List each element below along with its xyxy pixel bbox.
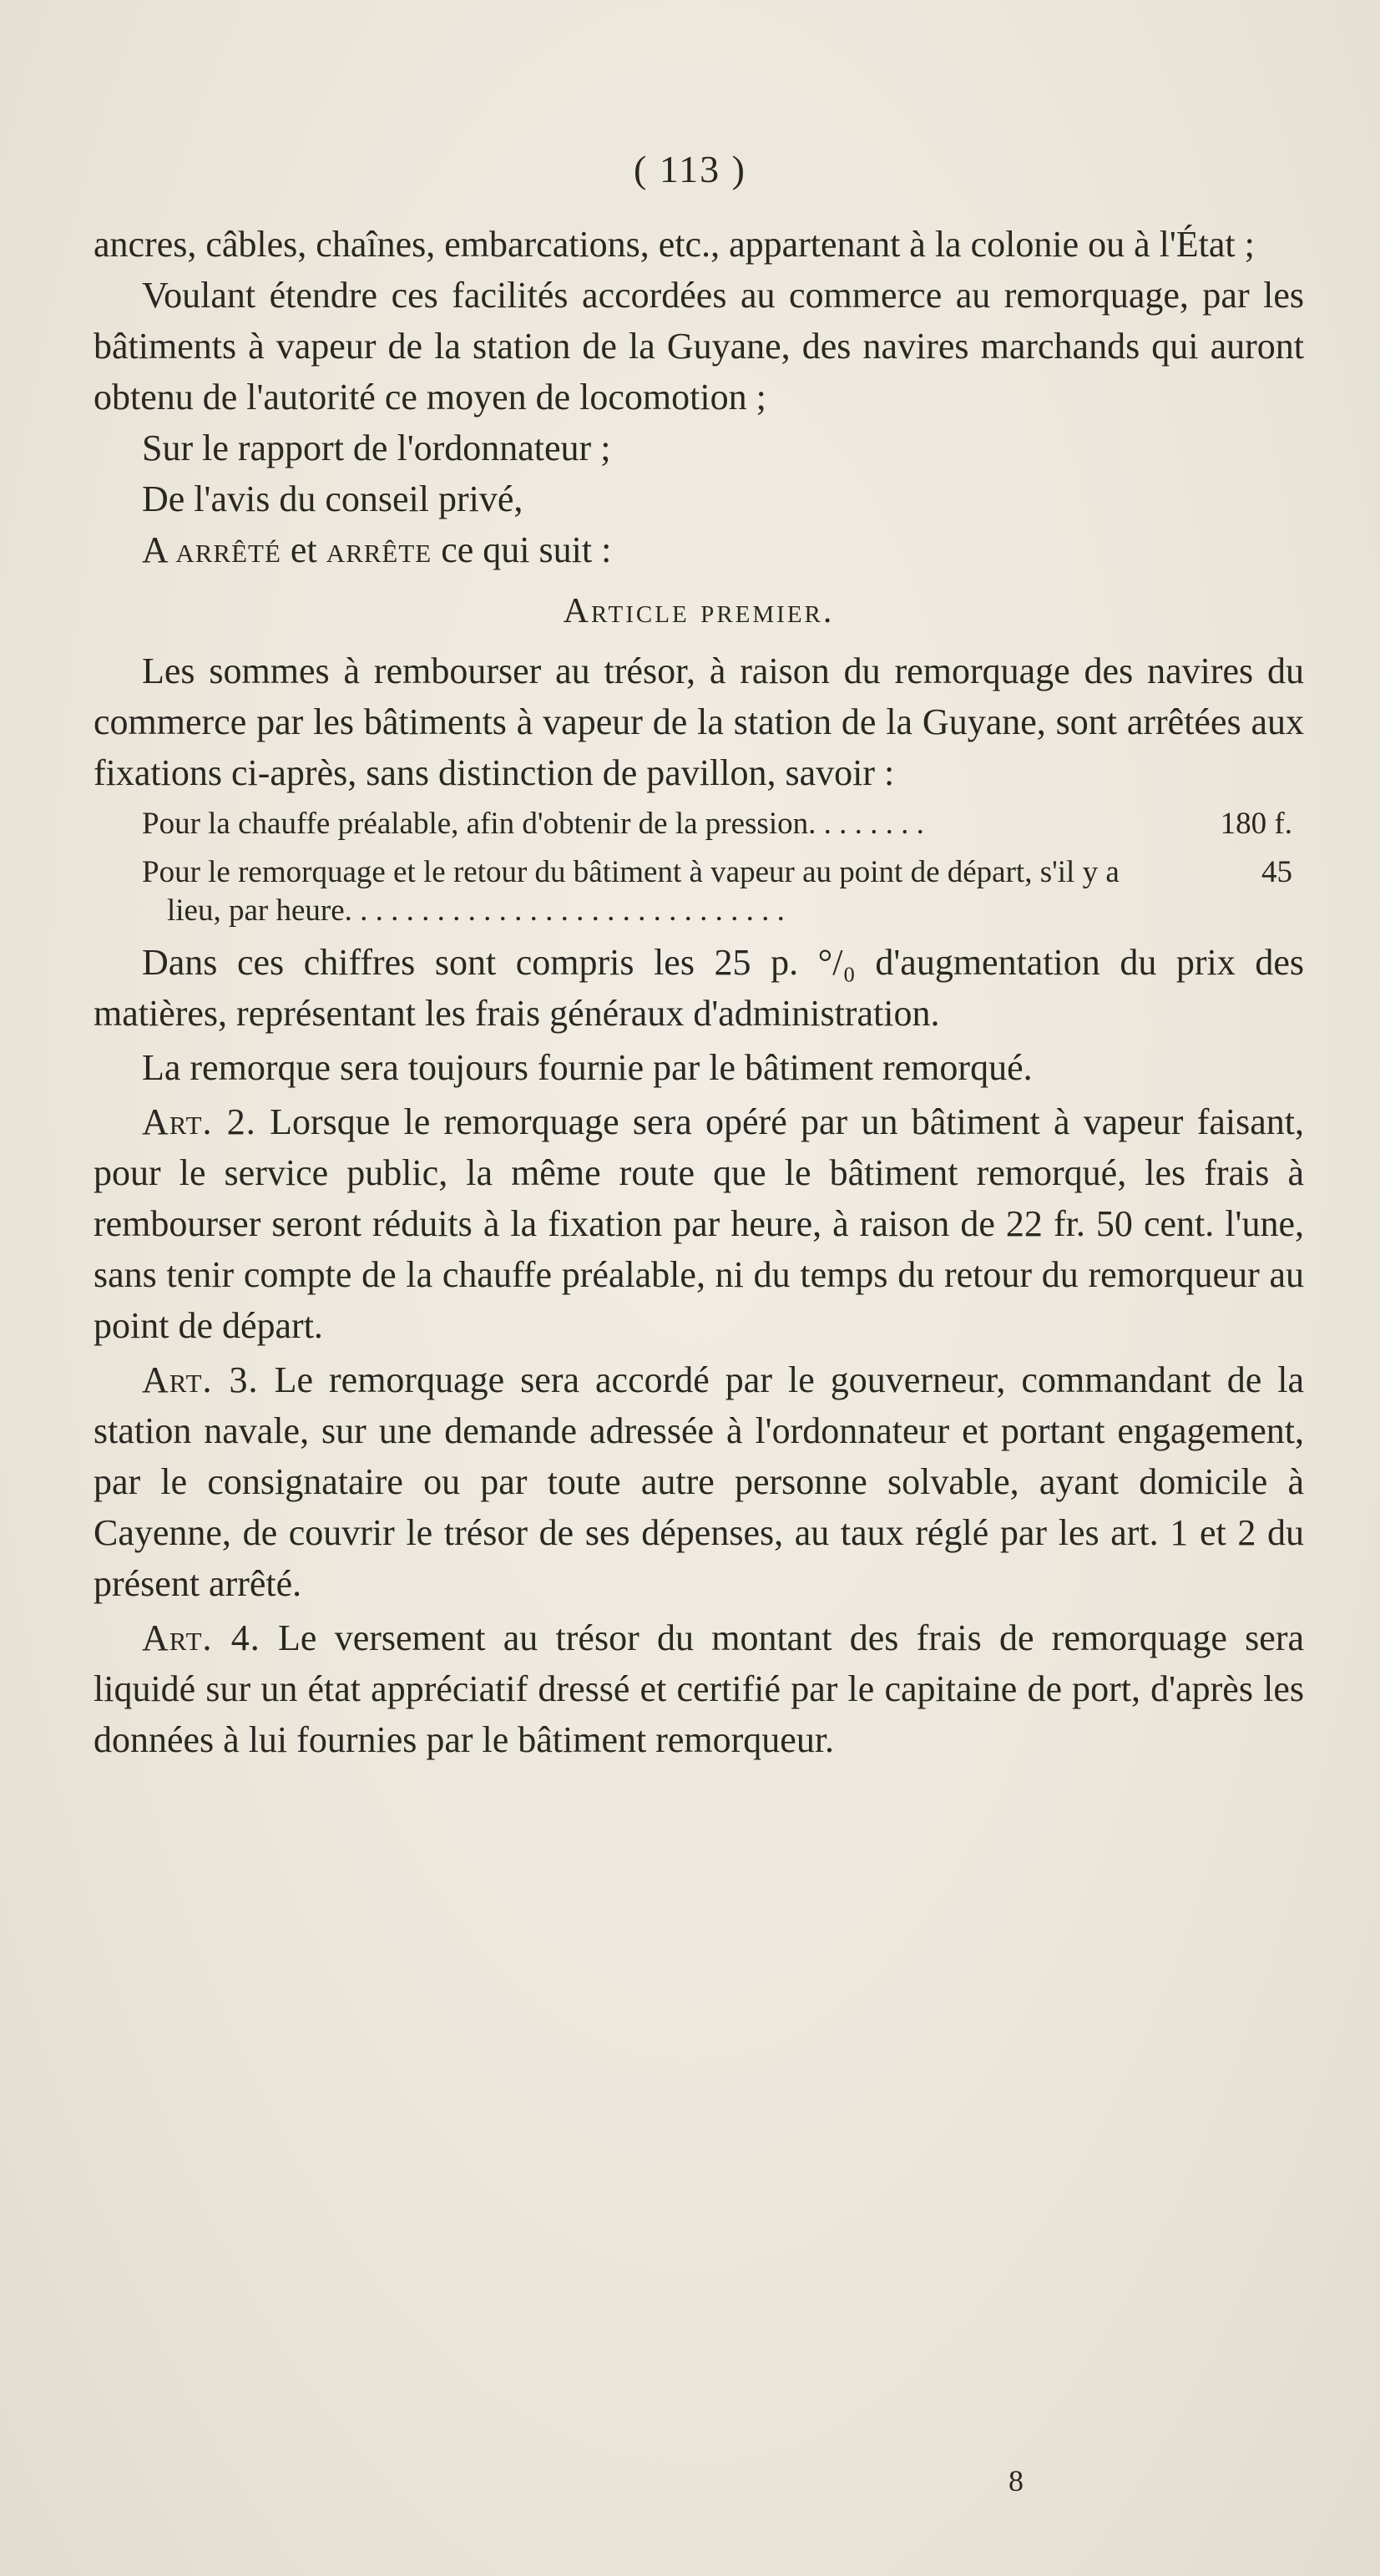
article-3 [94,1354,1304,1609]
article-4 [94,1612,1304,1765]
article-text: Le versement au trésor du montant des frais de remorquage sera liquidé sur un état appréciatif dressé et certifié par le capitaine de port, d'après les données à lui fournies par le bâtiment remorqueur. [94,1617,1305,1760]
decree-line [94,524,1304,575]
article-2 [94,1096,1304,1351]
page-body [94,219,1304,1765]
paragraph-chiffres: Dans ces chiffres sont compris les 25 p. °/₀ d'augmentation du prix des matières, représentant les frais généraux d'administration. [94,942,1304,1034]
fee-table [94,805,1304,930]
article-premier-heading: Article premier. [563,592,835,630]
article-label: Art. 4. [142,1617,260,1658]
article-label: Art. 3. [142,1359,259,1400]
article-1-text: Les sommes à rembourser au trésor, à raison du remorquage des navires du commerce par les bâtiments à vapeur de la station de la Guyane, sont arrêtées aux fixations ci-après, sans distinction de pavillon, savoir : [94,650,1304,793]
fee-label: Pour la chauffe préalable, afin d'obtenir de la pression. . . . . . . . [142,807,924,841]
decree-conj: et [290,529,317,570]
decree-prefix: A [142,529,167,570]
article-label: Art. 2. [142,1101,256,1142]
paragraph-voulant: Voulant étendre ces facilités accordées au commerce au remorquage, par les bâtiments à vapeur de la station de la Guyane, des navires marchands qui auront obtenu de l'autorité ce moyen de locomotion ; [94,275,1304,418]
fee-value: 45 [1261,855,1292,889]
paragraph-rapport: Sur le rapport de l'ordonnateur ; [142,428,611,468]
article-text: Lorsque le remorquage sera opéré par un bâtiment à vapeur faisant, pour le service public, la même route que le bâtiment remorqué, les frais à rembourser seront réduits à la fixation par heure, à raison de 22 fr. 50 cent. l'une, sans tenir compte de la chauffe préalable, ni du temps du retour du remorqueur au point de départ. [94,1101,1305,1346]
fee-label: Pour le remorquage et le retour du bâtiment à vapeur au point de départ, s'il y a lieu, par heure. . . . . . . . . . . . . . . . . . . . . . . . . . . . . [142,855,1120,928]
signature-mark: 8 [1008,2464,1024,2498]
fee-value: 180 f. [1220,807,1292,841]
decree-word-arrete-2: arrête [326,529,432,570]
paragraph-continuation: ancres, câbles, chaînes, embarcations, etc., appartenant à la colonie ou à l'État ; [94,224,1255,265]
paragraph-avis: De l'avis du conseil privé, [142,478,523,519]
decree-word-arrete-1: arrêté [175,529,281,570]
decree-suffix: ce qui suit : [441,529,612,570]
paragraph-remorque: La remorque sera toujours fournie par le bâtiment remorqué. [142,1047,1033,1088]
page-number: ( 113 ) [634,148,746,190]
fee-row-chauffe [142,805,1304,843]
article-text: Le remorquage sera accordé par le gouverneur, commandant de la station navale, sur une demande adressée à l'ordonnateur et portant engagement, par le consignataire ou par toute autre personne solvable, ayant domicile à Cayenne, de couvrir le trésor de ses dépenses, au taux réglé par les art. 1 et 2 du présent arrêté. [94,1359,1305,1604]
fee-row-remorquage [142,853,1304,930]
